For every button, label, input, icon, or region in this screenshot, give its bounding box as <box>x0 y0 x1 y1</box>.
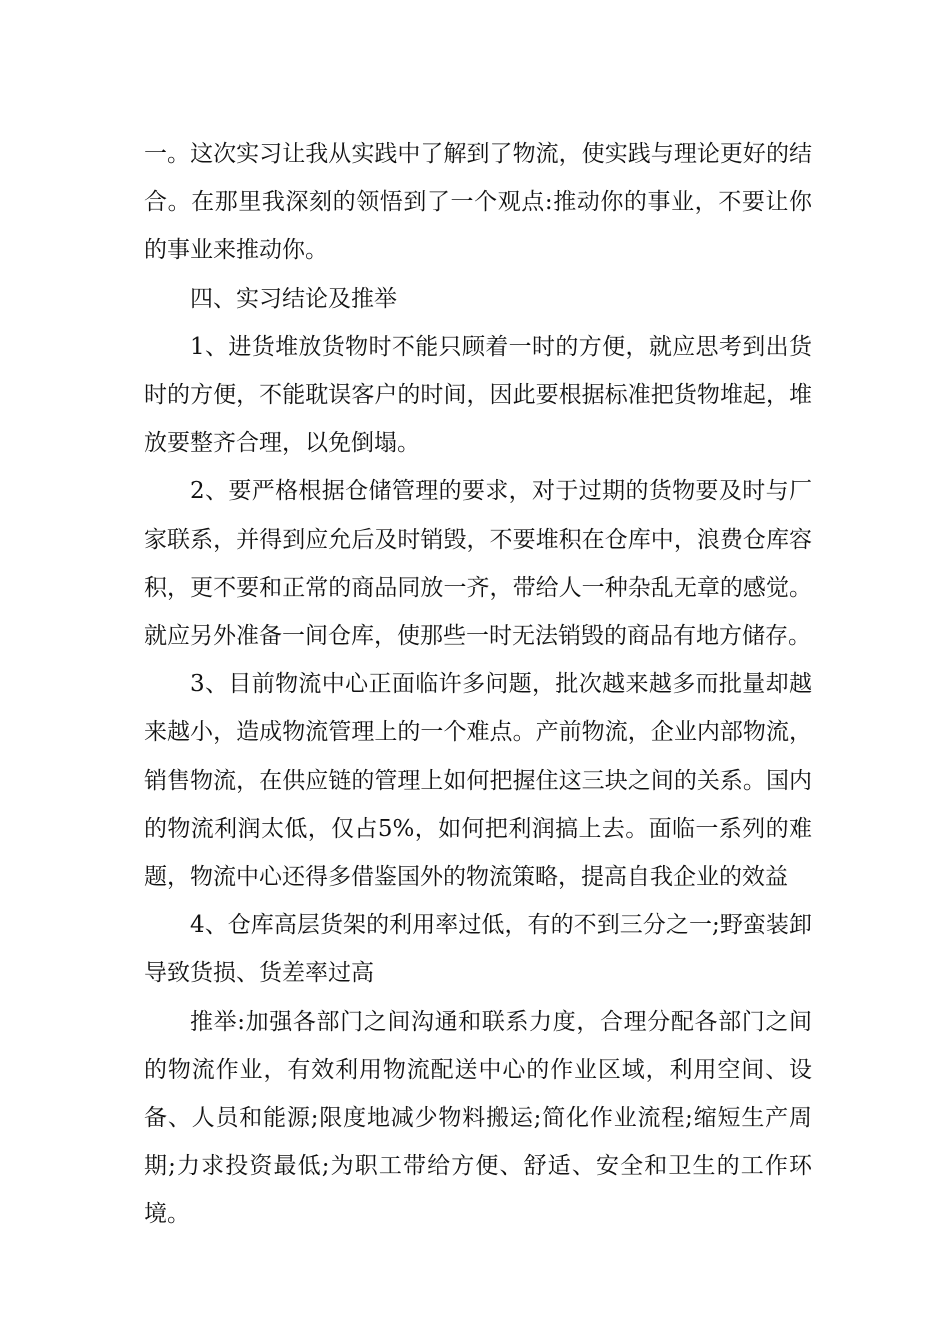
paragraph-practice-summary: 一。这次实习让我从实践中了解到了物流，使实践与理论更好的结合。在那里我深刻的领悟到了一个观点:推动你的事业，不要让你的事业来推动你。 <box>144 141 812 264</box>
paragraph-item-2: 2、要严格根据仓储管理的要求，对于过期的货物要及时与厂家联系，并得到应允后及时销毁，不要堆积在仓库中，浪费仓库容积，更不要和正常的商品同放一齐，带给人一种杂乱无章的感觉。就应另外准备一间仓库，使那些一时无法销毁的商品有地方储存。 <box>144 478 812 650</box>
paragraph-item-3: 3、目前物流中心正面临许多问题，批次越来越多而批量却越来越小，造成物流管理上的一个难点。产前物流，企业内部物流，销售物流，在供应链的管理上如何把握住这三块之间的关系。国内的物流利润太低，仅占5%，如何把利润搞上去。面临一系列的难题，物流中心还得多借鉴国外的物流策略，提高自我企业的效益 <box>144 671 812 891</box>
paragraph-item-4: 4、仓库高层货架的利用率过低，有的不到三分之一;野蛮装卸导致货损、货差率过高 <box>144 912 812 987</box>
paragraph-recommendation: 推举:加强各部门之间沟通和联系力度，合理分配各部门之间的物流作业，有效利用物流配送中心的作业区域，利用空间、设备、人员和能源;限度地减少物料搬运;简化作业流程;缩短生产周期;力求投资最低;为职工带给方便、舒适、安全和卫生的工作环境。 <box>144 1008 812 1228</box>
paragraph-item-1: 1、进货堆放货物时不能只顾着一时的方便，就应思考到出货时的方便，不能耽误客户的时间，因此要根据标准把货物堆起，堆放要整齐合理，以免倒塌。 <box>144 333 812 457</box>
document-body <box>144 130 812 1239</box>
section-heading-conclusions: 四、实习结论及推举 <box>190 285 397 312</box>
